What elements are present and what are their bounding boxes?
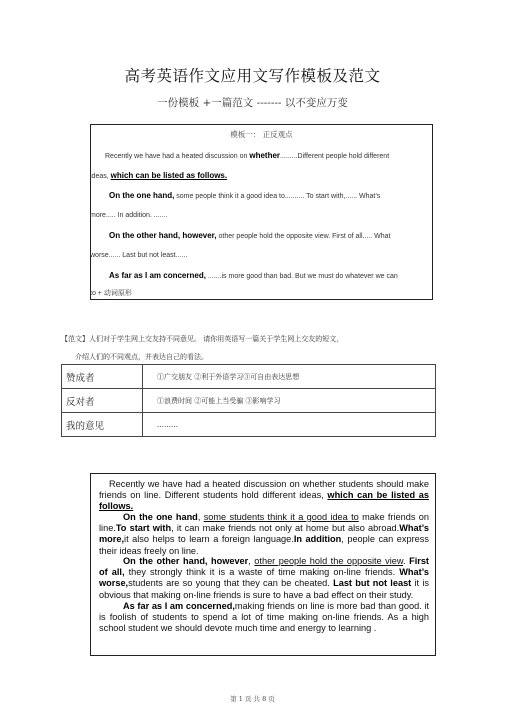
essay-text: other people hold the opposite view: [254, 556, 404, 566]
template-text: some people think it a good idea to.......... To start with,...... What’s: [174, 193, 381, 200]
essay-paragraph-4: [99, 601, 429, 635]
essay-text: it is obvious that making on-line friends is sure to have a bad effect on their study.: [99, 578, 429, 600]
template-line-8: to + 动词原形: [90, 290, 132, 297]
template-keyword: whether: [249, 151, 281, 160]
template-keyword: On the one hand,: [109, 191, 175, 200]
page-footer: 第 1 页 共 8 页: [230, 695, 275, 703]
template-keyword: As far as I am concerned,: [109, 271, 206, 280]
table-row: [62, 389, 436, 413]
essay-box: [90, 473, 436, 656]
essay-text: they strongly think it is a waste of time making on-line friends.: [124, 567, 400, 578]
page-subtitle: 一份模板 +一篇范文 ------- 以不变应万变: [157, 97, 348, 109]
opinion-value: ………: [143, 413, 436, 437]
essay-text: ,: [197, 512, 204, 522]
essay-text: .: [403, 556, 410, 566]
essay-paragraph-1: [99, 479, 429, 513]
essay-text: make friends on line.: [99, 512, 430, 534]
template-line-4: more..... In addition. .......: [90, 212, 168, 219]
essay-keyword: which can be listed as follows.: [99, 490, 430, 512]
essay-keyword: As far as I am concerned,: [123, 601, 235, 611]
opinion-key: 我的意见: [62, 413, 143, 437]
table-row: [62, 365, 436, 389]
essay-text: , it can make friends not only at home but also abroad.: [171, 523, 400, 534]
essay-keyword: What’s more,: [99, 523, 430, 545]
example-line-1: 【范文】人们对于学生网上交友持不同意见。 请你用英语写一篇关于学生网上交友的短文，: [61, 335, 344, 343]
template-keyword: On the other hand, however,: [109, 231, 217, 240]
template-line-6: worse...... Last but not least......: [90, 252, 188, 259]
template-text: Recently we have had a heated discussion on: [105, 153, 250, 160]
template-text: ideas,: [90, 173, 111, 180]
table-row: [62, 413, 436, 437]
example-prompt: [61, 330, 441, 366]
template-text: .........Different people hold different: [280, 153, 390, 160]
essay-keyword: In addition: [293, 534, 342, 545]
opinion-key: 赞成者: [62, 365, 143, 389]
template-box: [90, 124, 433, 300]
essay-keyword: What’s worse,: [99, 567, 429, 589]
example-line-2: 介绍人们的不同观点，并表达自己的看法。: [75, 353, 208, 361]
essay-keyword: Last but not least: [333, 578, 412, 589]
essay-text: it also helps to learn a foreign language.: [124, 534, 294, 545]
template-line-1: [105, 151, 389, 161]
template-line-3: [109, 191, 380, 201]
page-title: 高考英语作文应用文写作模板及范文: [124, 67, 381, 85]
template-line-2: [90, 171, 227, 181]
template-text: other people hold the opposite view. First of all..... What: [216, 233, 391, 240]
essay-paragraph-3: [99, 556, 429, 601]
essay-keyword: On the other hand, however: [123, 556, 249, 566]
essay-keyword: On the one hand: [123, 512, 198, 522]
opinion-value: ①浪费时间 ②可能上当受骗 ③影响学习: [143, 389, 436, 413]
template-keyword: which can be listed as follows.: [110, 171, 228, 180]
essay-text: making friends on line is more bad than good. it is foolish of students to spend a lot of time making on-line friends. As a high school student we should devote much time and energy to learning .: [99, 601, 429, 634]
essay-text: ,: [248, 556, 255, 566]
essay-text: Recently we have had a heated discussion on whether students should make friends on line. Different students hold different ideas,: [99, 479, 429, 501]
opinion-value: ①广交朋友 ②利于外语学习③可自由表达思想: [143, 365, 436, 389]
template-heading: 模板一： 正反观点: [230, 130, 293, 139]
essay-keyword: To start with: [115, 523, 172, 534]
template-text: .......is more good than bad. But we must do whatever we can: [205, 273, 398, 280]
essay-keyword: First of all,: [99, 556, 429, 578]
essay-paragraph-2: [99, 512, 429, 557]
essay-text: students are so young that they can be cheated.: [128, 578, 334, 589]
template-line-7: [109, 271, 398, 281]
template-line-5: [109, 231, 391, 241]
opinion-key: 反对者: [62, 389, 143, 413]
essay-text: some students think it a good idea to: [203, 512, 359, 522]
opinions-table: [61, 364, 436, 437]
essay-text: , people can express their ideas freely on line.: [99, 534, 429, 556]
